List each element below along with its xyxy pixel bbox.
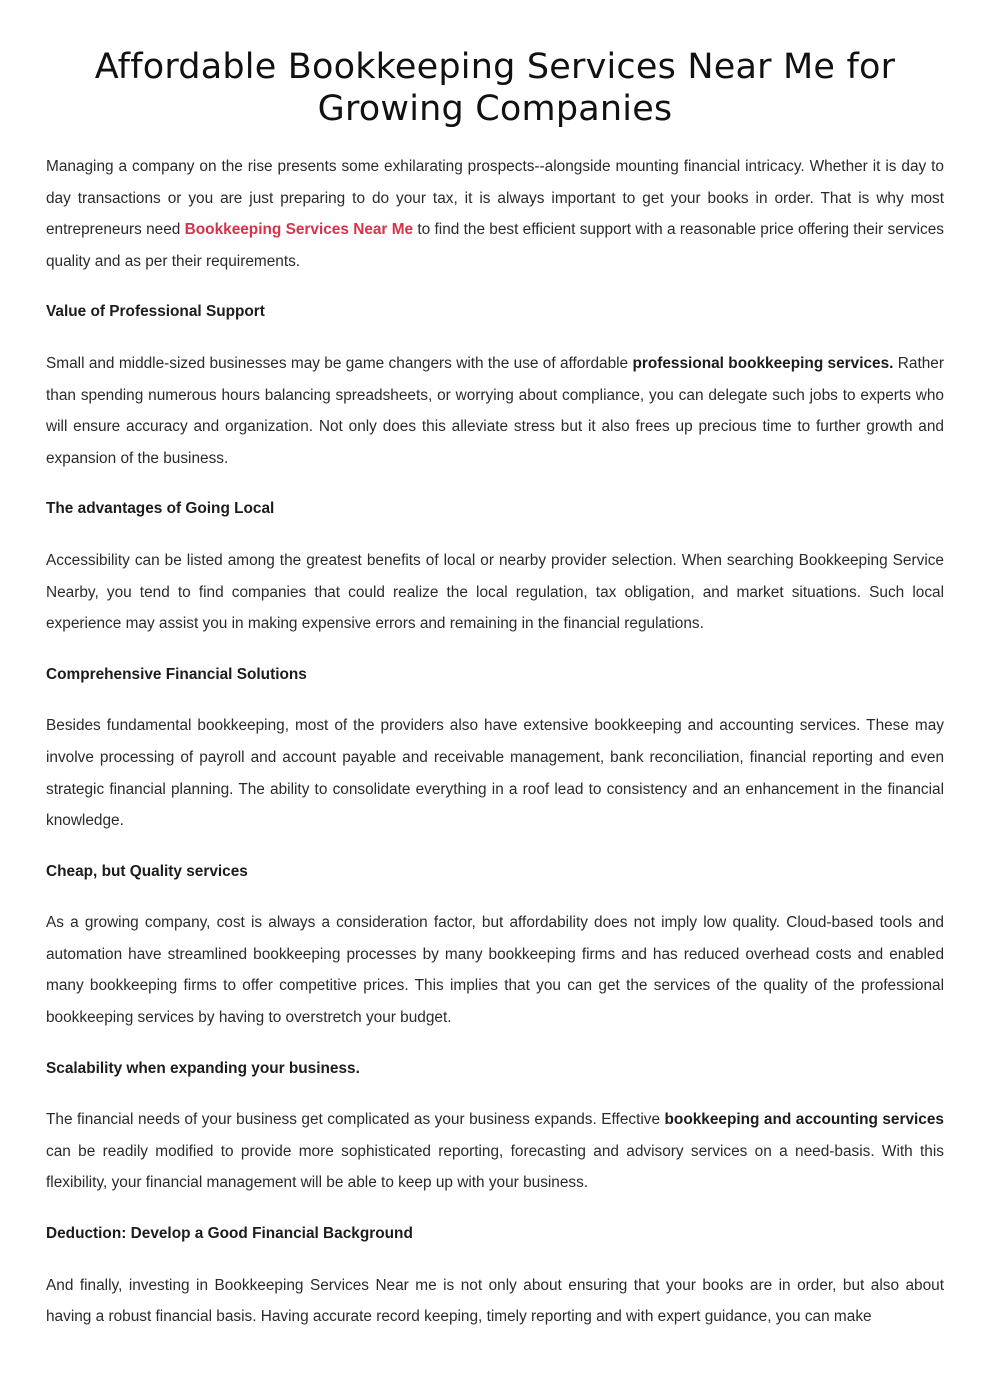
section-paragraph-financial-solutions: Besides fundamental bookkeeping, most of the providers also have extensive bookkeeping and accounting services. These may involve processing of payroll and account payable and receivable management, bank reconciliation, financial reporting and even strategic financial planning. The ability to consolidate everything in a roof lead to consistency and an enhancement in the financial knowledge. — [46, 717, 944, 830]
section-paragraph-quality-services: As a growing company, cost is always a consideration factor, but affordability does not imply low quality. Cloud-based tools and automation have streamlined bookkeeping processes by many bookkeeping firms and has reduced overhead costs and enabled many bookkeeping firms to offer competitive prices. This implies that you can get the services of the quality of the professional bookkeeping services by having to overstretch your budget. — [46, 914, 944, 1027]
bold-phrase: professional bookkeeping services. — [632, 354, 894, 372]
section-paragraph-scalability — [46, 1104, 944, 1199]
paragraph-text: Rather than spending numerous hours balancing spreadsheets, or worrying about compliance, you can delegate such jobs to experts who will ensure accuracy and organization. Not only does this alleviate stress but it also frees up precious time to further growth and expansion of the business. — [46, 354, 944, 467]
section-heading-financial-solutions: Comprehensive Financial Solutions — [46, 665, 307, 683]
intro-paragraph — [46, 151, 944, 277]
bold-phrase: bookkeeping and accounting services — [664, 1111, 944, 1129]
section-heading-going-local: The advantages of Going Local — [46, 500, 275, 518]
intro-text-start: Managing a company on the rise presents some exhilarating prospects--alongside mounting financial intricacy. Whether it is day to day transactions or you are just preparing to do your tax, it is always important to get your books in order. That is why most entrepreneurs need — [46, 158, 944, 239]
bookkeeping-services-link[interactable]: Bookkeeping Services Near Me — [184, 221, 414, 239]
paragraph-text: Small and middle-sized businesses may be game changers with the use of affordable — [46, 354, 633, 372]
intro-text-end: to find the best efficient support with a reasonable price offering their services quality and as per their requirements. — [46, 221, 944, 270]
section-paragraph-deduction: And finally, investing in Bookkeeping Services Near me is not only about ensuring that your books are in order, but also about having a robust financial basis. Having accurate record keeping, timely reporting and with expert guidance, you can make — [46, 1276, 944, 1326]
page-title: Affordable Bookkeeping Services Near Me for Growing Companies — [94, 47, 896, 129]
section-paragraph-going-local: Accessibility can be listed among the greatest benefits of local or nearby provider selection. When searching Bookkeeping Service Nearby, you tend to find companies that could realize the local regulation, tax obligation, and market situations. Such local experience may assist you in making expensive errors and remaining in the financial regulations. — [46, 551, 944, 633]
section-paragraph-professional-support — [46, 348, 944, 474]
section-heading-quality-services: Cheap, but Quality services — [46, 862, 248, 880]
paragraph-text: can be readily modified to provide more sophisticated reporting, forecasting and advisory services on a need-basis. With this flexibility, your financial management will be able to keep up with your business. — [46, 1142, 944, 1192]
section-heading-scalability: Scalability when expanding your business. — [46, 1059, 360, 1077]
section-heading-deduction: Deduction: Develop a Good Financial Background — [46, 1225, 413, 1243]
section-heading-professional-support: Value of Professional Support — [46, 303, 265, 321]
document-page — [46, 0, 944, 1333]
paragraph-text: The financial needs of your business get complicated as your business expands. Effective — [46, 1111, 665, 1129]
